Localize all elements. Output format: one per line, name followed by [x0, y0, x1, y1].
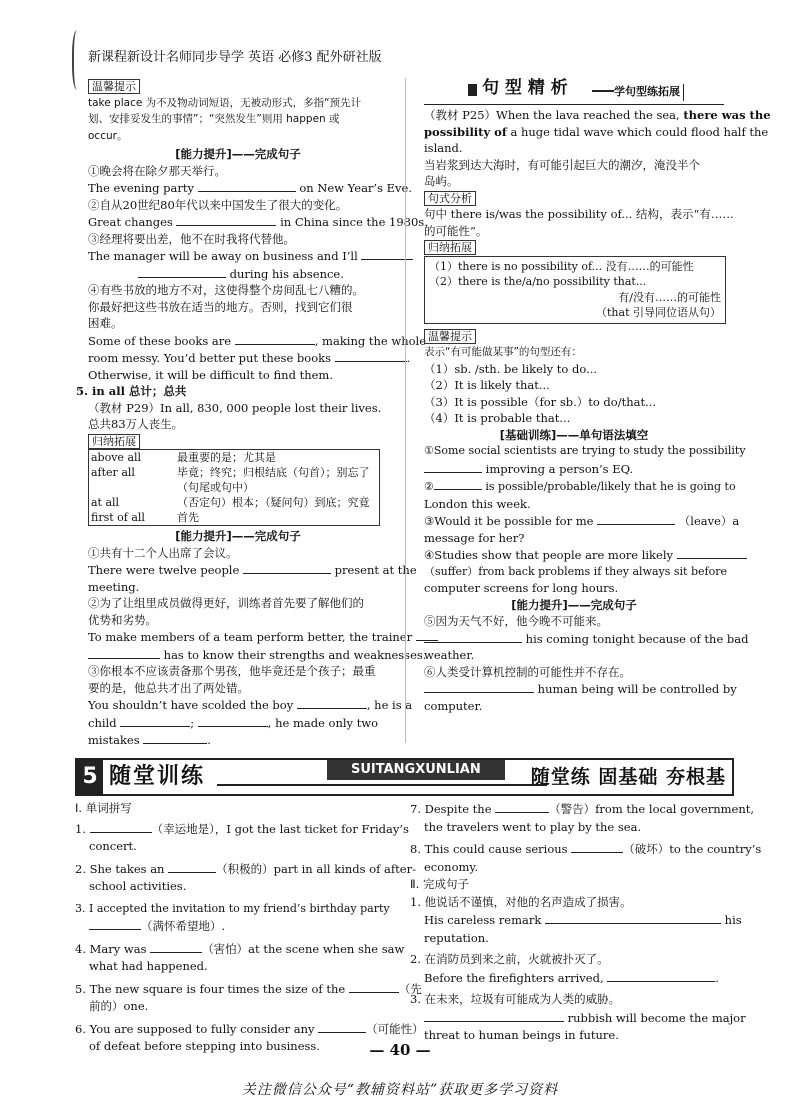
table-row: at all （否定句）根本；（疑问句）到底；究竟	[91, 496, 370, 509]
answer-blank[interactable]	[424, 630, 522, 643]
section-title: [能力提升]——完成句子	[175, 529, 301, 543]
column-divider	[405, 78, 406, 743]
pattern-subtitle: 学句型练拓展	[614, 84, 684, 101]
banner-pinyin: SUITANGXUNLIAN	[327, 760, 505, 780]
question-en: The evening party on New Year’s Eve.	[88, 181, 412, 195]
question-cn: ③你根本不应该责备那个男孩，他毕竟还是个孩子；最重	[88, 664, 376, 678]
section-title: [能力提升]——完成句子	[175, 147, 301, 161]
answer-blank[interactable]	[176, 213, 276, 226]
exercise-item: economy.	[424, 859, 479, 874]
exercise-item: 5. The new square is four times the size of the （先	[75, 981, 422, 996]
question-en: ①Some social scientists are trying to study the possibility	[424, 444, 746, 457]
header-bracket	[72, 30, 84, 90]
exercise-item: the travelers went to play by the sea.	[424, 819, 642, 834]
question-cn: ⑥人类受计算机控制的可能性并不存在。	[424, 664, 631, 679]
question-en: during his absence.	[88, 265, 388, 283]
exercise-item: His careless remark his	[424, 913, 742, 927]
question-cn: ⑤因为天气不好，他今晚不可能来。	[424, 614, 608, 628]
question-en: （suffer）from back problems if they always sit before	[424, 564, 727, 578]
footer-note: 关注微信公众号“教辅资料站”获取更多学习资料	[241, 1082, 559, 1098]
answer-blank[interactable]	[434, 477, 482, 490]
question-cn: ①共有十二个人出席了会议。	[88, 545, 238, 560]
summary-table	[88, 449, 380, 526]
answer-blank[interactable]	[138, 265, 226, 278]
exercise-item: school activities.	[89, 879, 187, 893]
part-heading: Ⅰ. 单词拼写	[75, 801, 132, 815]
banner-slogan: 随堂练 固基础 夯根基	[530, 766, 726, 788]
answer-blank[interactable]	[318, 1020, 366, 1033]
answer-blank[interactable]	[677, 546, 747, 559]
exercise-item: 2. 在消防员到来之前，火就被扑灭了。	[410, 952, 609, 966]
table-row: first of all 首先	[91, 511, 199, 524]
answer-blank[interactable]	[495, 800, 549, 813]
answer-blank[interactable]	[243, 561, 331, 574]
answer-blank[interactable]	[349, 980, 399, 993]
item-cn: 总共83万人丧生。	[88, 417, 184, 431]
question-en: weather.	[424, 648, 475, 662]
exercise-item: 4. Mary was （害怕）at the scene when she saw	[75, 941, 405, 956]
question-en: Some of these books are , making the whole	[88, 333, 427, 348]
analysis-text: 的可能性”。	[424, 223, 488, 238]
question-en: ③Would it be possible for me （leave）a	[424, 514, 740, 528]
answer-blank[interactable]	[120, 714, 190, 727]
question-en: There were twelve people present at the	[88, 563, 417, 577]
analysis-label: 句式分析	[424, 191, 476, 206]
section-title: [基础训练]——单句语法填空	[499, 427, 649, 442]
question-en: London this week.	[424, 496, 531, 511]
item-title: 5. in all 总计；总共	[76, 384, 187, 398]
answer-blank[interactable]	[335, 349, 407, 362]
question-en: computer screens for long hours.	[424, 581, 619, 595]
answer-blank[interactable]	[150, 940, 202, 953]
exercise-item: 3. 在未来，垃圾有可能成为人类的威胁。	[410, 992, 621, 1006]
question-en: meeting.	[88, 579, 140, 594]
summary-box	[424, 256, 726, 324]
pattern-divider	[592, 90, 614, 92]
exercise-item: 6. You are supposed to fully consider any （可能性）	[75, 1021, 424, 1036]
left-column	[76, 78, 428, 749]
question-en: You shouldn’t have scolded the boy , he is a	[88, 698, 413, 712]
question-en: his coming tonight because of the bad	[424, 630, 724, 648]
question-cn: 优势和劣势。	[88, 612, 157, 627]
exercise-item: threat to human beings in future.	[424, 1028, 619, 1042]
item-source: （教材 P29）In all, 830, 000 people lost their lives.	[88, 400, 382, 415]
exercise-item: （满怀希望地）.	[75, 917, 393, 936]
tip-label: 温馨提示	[424, 329, 476, 344]
banner-rule	[217, 784, 547, 786]
question-en: ② is possible/probable/likely that he is going to	[424, 477, 724, 496]
answer-blank[interactable]	[168, 860, 216, 873]
question-en: To make members of a team perform better, the trainer	[88, 628, 388, 646]
banner-title: 随堂训练	[109, 764, 206, 789]
exercise-item: 8. This could cause serious （破坏）to the country’s	[410, 842, 762, 856]
answer-blank[interactable]	[89, 917, 141, 930]
answer-blank[interactable]	[545, 911, 721, 924]
answer-blank[interactable]	[424, 460, 482, 473]
pattern-header	[424, 78, 724, 105]
question-cn: ④有些书放的地方不对，这使得整个房间乱七八糟的。	[88, 283, 364, 297]
tip-text: （2）It is likely that...	[424, 378, 550, 392]
section-banner	[75, 758, 734, 796]
summary-label: 归纳拓展	[424, 240, 476, 255]
source-cn: 岛屿。	[424, 174, 459, 188]
section-title: [能力提升]——完成句子	[511, 597, 637, 612]
question-cn: ③经理将要出差，他不在时我将代替他。	[88, 231, 295, 246]
page-header-title: 新课程新设计名师同步导学 英语 必修3 配外研社版	[88, 50, 382, 65]
question-en: computer.	[424, 698, 483, 713]
question-en: has to know their strengths and weaknesses.	[88, 646, 388, 664]
answer-blank[interactable]	[88, 646, 160, 659]
exercise-item: 3. I accepted the invitation to my friend’s birthday party	[75, 901, 390, 915]
answer-blank[interactable]	[143, 731, 207, 744]
answer-blank[interactable]	[235, 332, 315, 345]
answer-blank[interactable]	[571, 840, 623, 853]
exercise-item: 1. 他说话不谨慎，对他的名声造成了损害。	[410, 894, 632, 909]
tip-text: take place 为不及物动词短语，无被动形式，多指“预先计	[88, 96, 362, 109]
question-en: room messy. You’d better put these books .	[88, 351, 411, 365]
question-en: Great changes in China since the 1980s.	[88, 215, 428, 229]
question-cn: 你最好把这些书放在适当的地方。否则，找到它们很	[88, 299, 353, 314]
summary-line: 有/没有……的可能性	[618, 290, 721, 304]
page-number: — 40 —	[369, 1041, 431, 1059]
summary-line: （2）there is the/a/no possibility that...	[429, 275, 647, 288]
tip-text: （1）sb. /sth. be likely to do...	[424, 361, 598, 376]
exercise-item: what had happened.	[89, 959, 208, 973]
pattern-title: 句 型 精 析	[482, 78, 568, 98]
answer-blank[interactable]	[424, 680, 534, 693]
exercise-item: of defeat before stepping into business.	[89, 1039, 320, 1053]
question-en: message for her?	[424, 530, 525, 545]
summary-line: （1）there is no possibility of... 没有……的可能性	[429, 259, 694, 273]
exercise-item: 前的）one.	[89, 999, 149, 1013]
exercise-item: reputation.	[424, 930, 489, 945]
answer-blank[interactable]	[198, 714, 268, 727]
question-cn: ②自从20世纪80年代以来中国发生了很大的变化。	[88, 197, 348, 212]
exercise-item: 7. Despite the （警告）from the local government,	[410, 802, 755, 816]
table-row: above all 最重要的是；尤其是	[91, 451, 276, 464]
question-cn: 要的是，他总共才出了两处错。	[88, 680, 249, 695]
tip-text: （4）It is probable that...	[424, 411, 571, 425]
tip-text: 表示“有可能做某事”的句型还有：	[424, 346, 582, 358]
question-en: ④Studies show that people are more likely	[424, 546, 724, 564]
answer-blank[interactable]	[607, 969, 715, 982]
exercise-right	[410, 800, 762, 1045]
question-en: Otherwise, it will be difficult to find them.	[88, 367, 333, 382]
tip-text: 划、安排妥发生的事情”；“突然发生”则用 happen 或	[88, 113, 340, 125]
pattern-icon	[468, 84, 477, 96]
exercise-item: 2. She takes an （积极的）part in all kinds of after-	[75, 861, 416, 876]
exercise-item: 1. （幸运地是），I got the last ticket for Friday’s	[75, 821, 409, 836]
question-en: mistakes .	[88, 733, 211, 747]
answer-blank[interactable]	[90, 820, 152, 833]
tip-text: occur。	[88, 129, 128, 142]
exercise-item: Before the firefighters arrived, .	[424, 970, 719, 985]
source-line: island.	[424, 141, 463, 155]
question-en: improving a person’s EQ.	[424, 460, 724, 478]
answer-blank[interactable]	[297, 696, 367, 709]
source-line: possibility of a huge tidal wave which could flood half the	[424, 124, 769, 139]
answer-blank[interactable]	[597, 512, 675, 525]
question-en: human being will be controlled by	[424, 680, 724, 698]
tip-text: （3）It is possible（for sb.）to do/that...	[424, 394, 657, 409]
source-line: （教材 P25）When the lava reached the sea, there was the	[424, 108, 771, 122]
question-en: The manager will be away on business and I’ll	[88, 247, 388, 265]
analysis-text: 句中 there is/was the possibility of... 结构，表示“有……	[424, 207, 734, 221]
question-cn: 困难。	[88, 316, 123, 330]
source-cn: 当岩浆到达大海时，有可能引起巨大的潮汐，淹没半个	[424, 157, 700, 172]
banner-number: 5	[77, 760, 103, 794]
right-column	[424, 78, 771, 714]
summary-label: 归纳拓展	[88, 434, 140, 449]
part-heading: Ⅱ. 完成句子	[410, 877, 469, 891]
exercise-item: rubbish will become the major	[410, 1009, 730, 1028]
question-en: child ; , he made only two	[88, 715, 379, 730]
exercise-item: concert.	[89, 839, 137, 853]
question-cn: ②为了让组里成员做得更好，训练者首先要了解他们的	[88, 596, 364, 610]
tip-label: 温馨提示	[88, 79, 140, 94]
summary-line: （that 引导同位语从句）	[596, 306, 721, 319]
table-row: after all 毕竟；终究；归根结底（句首）；别忘了（句尾或句中）	[91, 466, 370, 494]
answer-blank[interactable]	[424, 1009, 564, 1022]
question-cn: ①晚会将在除夕那天举行。	[88, 163, 226, 178]
answer-blank[interactable]	[198, 179, 296, 192]
